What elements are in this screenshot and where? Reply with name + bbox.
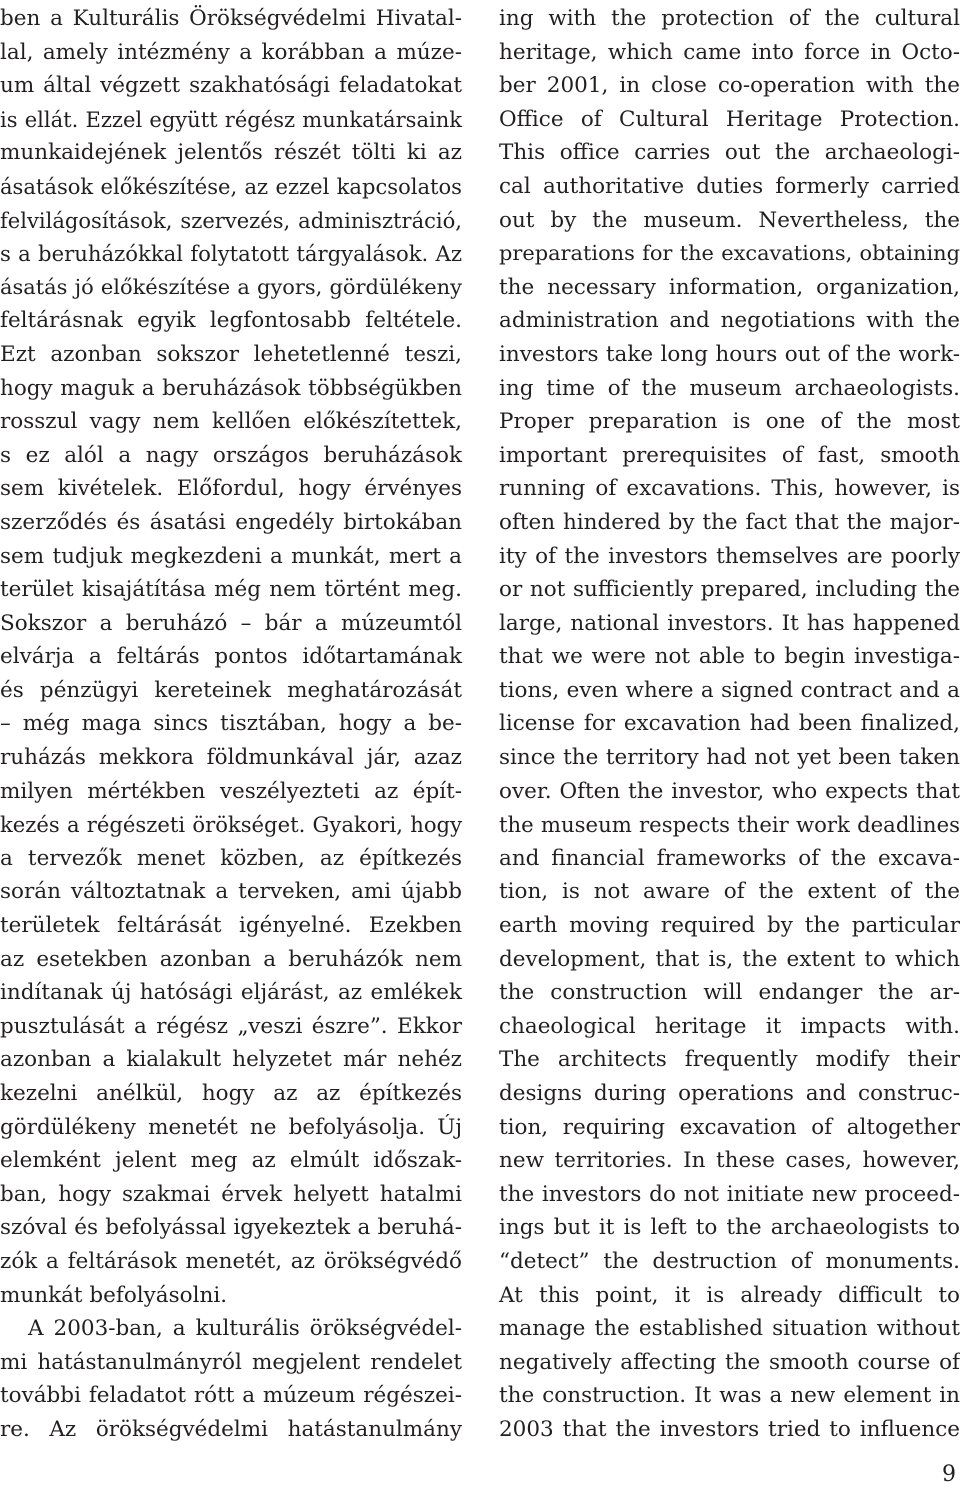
text-line: sem tudjuk megkezdeni a munkát, mert a [0, 543, 462, 569]
text-line: tion, is not aware of the extent of the [499, 879, 960, 905]
text-line: administration and negotiations with the [499, 308, 960, 334]
text-line: – még maga sincs tisztában, hogy a be- [0, 711, 462, 737]
text-line: development, that is, the extent to which [499, 946, 960, 972]
text-line: large, national investors. It has happened [499, 610, 960, 636]
text-line: ban, hogy szakmai érvek helyett hatalmi [0, 1181, 462, 1207]
text-line: This office carries out the archaeologi- [499, 140, 960, 166]
text-line: cal authoritative duties formerly carried [499, 173, 960, 199]
text-line: ing time of the museum archaeologists. [499, 375, 960, 401]
text-line: or not sufficiently prepared, including the [499, 577, 960, 603]
text-line: sem kivételek. Előfordul, hogy érvényes [0, 476, 462, 502]
text-line: the museum respects their work deadlines [499, 812, 960, 838]
text-line: important prerequisites of fast, smooth [499, 442, 960, 468]
text-line: hogy maguk a beruházások többségükben [0, 375, 462, 401]
text-line: um által végzett szakhatósági feladatokat [0, 73, 462, 99]
text-line: tion, requiring excavation of altogether [499, 1114, 960, 1140]
text-line: további feladatot rótt a múzeum régészei- [0, 1383, 462, 1409]
text-line: the necessary information, organization, [499, 274, 960, 300]
text-line: the construction will endanger the ar- [499, 980, 960, 1006]
text-line: ásatások előkészítése, az ezzel kapcsolatos [0, 173, 462, 199]
text-line: ings but it is left to the archaeologists to [499, 1215, 960, 1241]
text-line: azonban a kialakult helyzetet már nehéz [0, 1047, 462, 1073]
text-line: “detect” the destruction of monuments. [499, 1248, 960, 1274]
text-line: Sokszor a beruházó – bár a múzeumtól [0, 610, 462, 636]
text-line: ruházás mekkora földmunkával jár, azaz [0, 745, 462, 771]
text-line: investors take long hours out of the work- [499, 341, 960, 367]
text-line: rosszul vagy nem kellően előkészítettek, [0, 409, 462, 435]
text-line: and financial frameworks of the excava- [499, 845, 960, 871]
text-line: munkaidejének jelentős részét tölti ki az [0, 140, 462, 166]
text-line: ing with the protection of the cultural [499, 6, 960, 31]
text-line: new territories. In these cases, however, [499, 1148, 960, 1174]
text-line: zók a feltárások menetét, az örökségvédő [0, 1248, 462, 1274]
text-line: often hindered by the fact that the major- [499, 509, 960, 535]
text-line: re. Az örökségvédelmi hatástanulmány [0, 1416, 462, 1442]
text-line: pusztulását a régész „veszi észre”. Ekkor [0, 1013, 462, 1039]
text-line: s a beruházókkal folytatott tárgyalások. Az [0, 241, 462, 267]
text-line: gördülékeny menetét ne befolyásolja. Új [0, 1114, 462, 1140]
text-line: running of excavations. This, however, is [499, 476, 960, 502]
text-line: milyen mértékben veszélyezteti az épít- [0, 778, 462, 804]
paragraph-end-line: munkát befolyásolni. [0, 1282, 228, 1308]
text-line: license for excavation had been finalized, [499, 711, 960, 737]
text-line: out by the museum. Nevertheless, the [499, 207, 960, 233]
text-line: elemként jelent meg az elmúlt időszak- [0, 1148, 462, 1174]
text-line: earth moving required by the particular [499, 913, 960, 939]
text-line: ben a Kulturális Örökségvédelmi Hivatal- [0, 6, 462, 31]
text-line: the construction. It was a new element in [499, 1383, 960, 1409]
text-line: szerződés és ásatási engedély birtokában [0, 509, 462, 535]
text-line: Ezt azonban sokszor lehetetlenné teszi, [0, 341, 462, 367]
text-line: mi hatástanulmányról megjelent rendelet [0, 1349, 462, 1375]
text-line: over. Often the investor, who expects that [499, 778, 960, 804]
text-line: 2003 that the investors tried to influence [499, 1416, 960, 1442]
text-line: since the territory had not yet been taken [499, 745, 960, 771]
hungarian-text-column [0, 2, 462, 1447]
text-line: heritage, which came into force in Octo- [499, 39, 960, 65]
text-line: az esetekben azonban a beruházók nem [0, 946, 462, 972]
text-line: At this point, it is already difficult to [499, 1282, 960, 1308]
text-line: a tervezők menet közben, az építkezés [0, 845, 462, 871]
text-line: designs during operations and construc- [499, 1081, 960, 1106]
text-line: ber 2001, in close co-operation with the [499, 73, 960, 99]
text-line: során változtatnak a terveken, ami újabb [0, 879, 462, 905]
text-line: kezés a régészeti örökséget. Gyakori, hogy [0, 812, 462, 838]
text-line: ásatás jó előkészítése a gyors, gördülékeny [0, 274, 462, 299]
text-line: terület kisajátítása még nem történt meg. [0, 577, 462, 603]
text-line: felvilágosítások, szervezés, adminisztráció, [0, 207, 462, 233]
text-line: chaeological heritage it impacts with. [499, 1013, 960, 1039]
text-line: területek feltárását igényelné. Ezekben [0, 913, 462, 939]
text-line: The architects frequently modify their [499, 1047, 960, 1073]
text-line: Office of Cultural Heritage Protection. [499, 106, 960, 132]
page-number: 9 [942, 1462, 956, 1487]
text-line: ity of the investors themselves are poorly [499, 543, 960, 569]
text-line: kezelni anélkül, hogy az az építkezés [0, 1081, 462, 1106]
text-line: preparations for the excavations, obtaining [499, 241, 960, 266]
text-line: elvárja a feltárás pontos időtartamának [0, 644, 462, 670]
text-line: that we were not able to begin investiga- [499, 644, 960, 670]
text-line: manage the established situation without [499, 1316, 960, 1342]
text-line: feltárásnak egyik legfontosabb feltétele. [0, 308, 462, 334]
text-line: lal, amely intézmény a korábban a múze- [0, 39, 462, 65]
text-line: negatively affecting the smooth course of [499, 1349, 960, 1375]
text-line: is ellát. Ezzel együtt régész munkatársaink [0, 106, 462, 132]
text-line: szóval és befolyással igyekeztek a beruhá- [0, 1215, 462, 1241]
text-line: indítanak új hatósági eljárást, az emlékek [0, 980, 462, 1006]
text-line: és pénzügyi kereteinek meghatározását [0, 677, 462, 703]
text-line: the investors do not initiate new proceed- [499, 1181, 960, 1207]
english-text-column [499, 2, 960, 1447]
text-line: tions, even where a signed contract and a [499, 677, 960, 703]
paragraph-start-line: A 2003-ban, a kulturális örökségvédel- [28, 1316, 462, 1342]
text-line: s ez alól a nagy országos beruházások [0, 442, 462, 468]
text-line: Proper preparation is one of the most [499, 409, 960, 435]
